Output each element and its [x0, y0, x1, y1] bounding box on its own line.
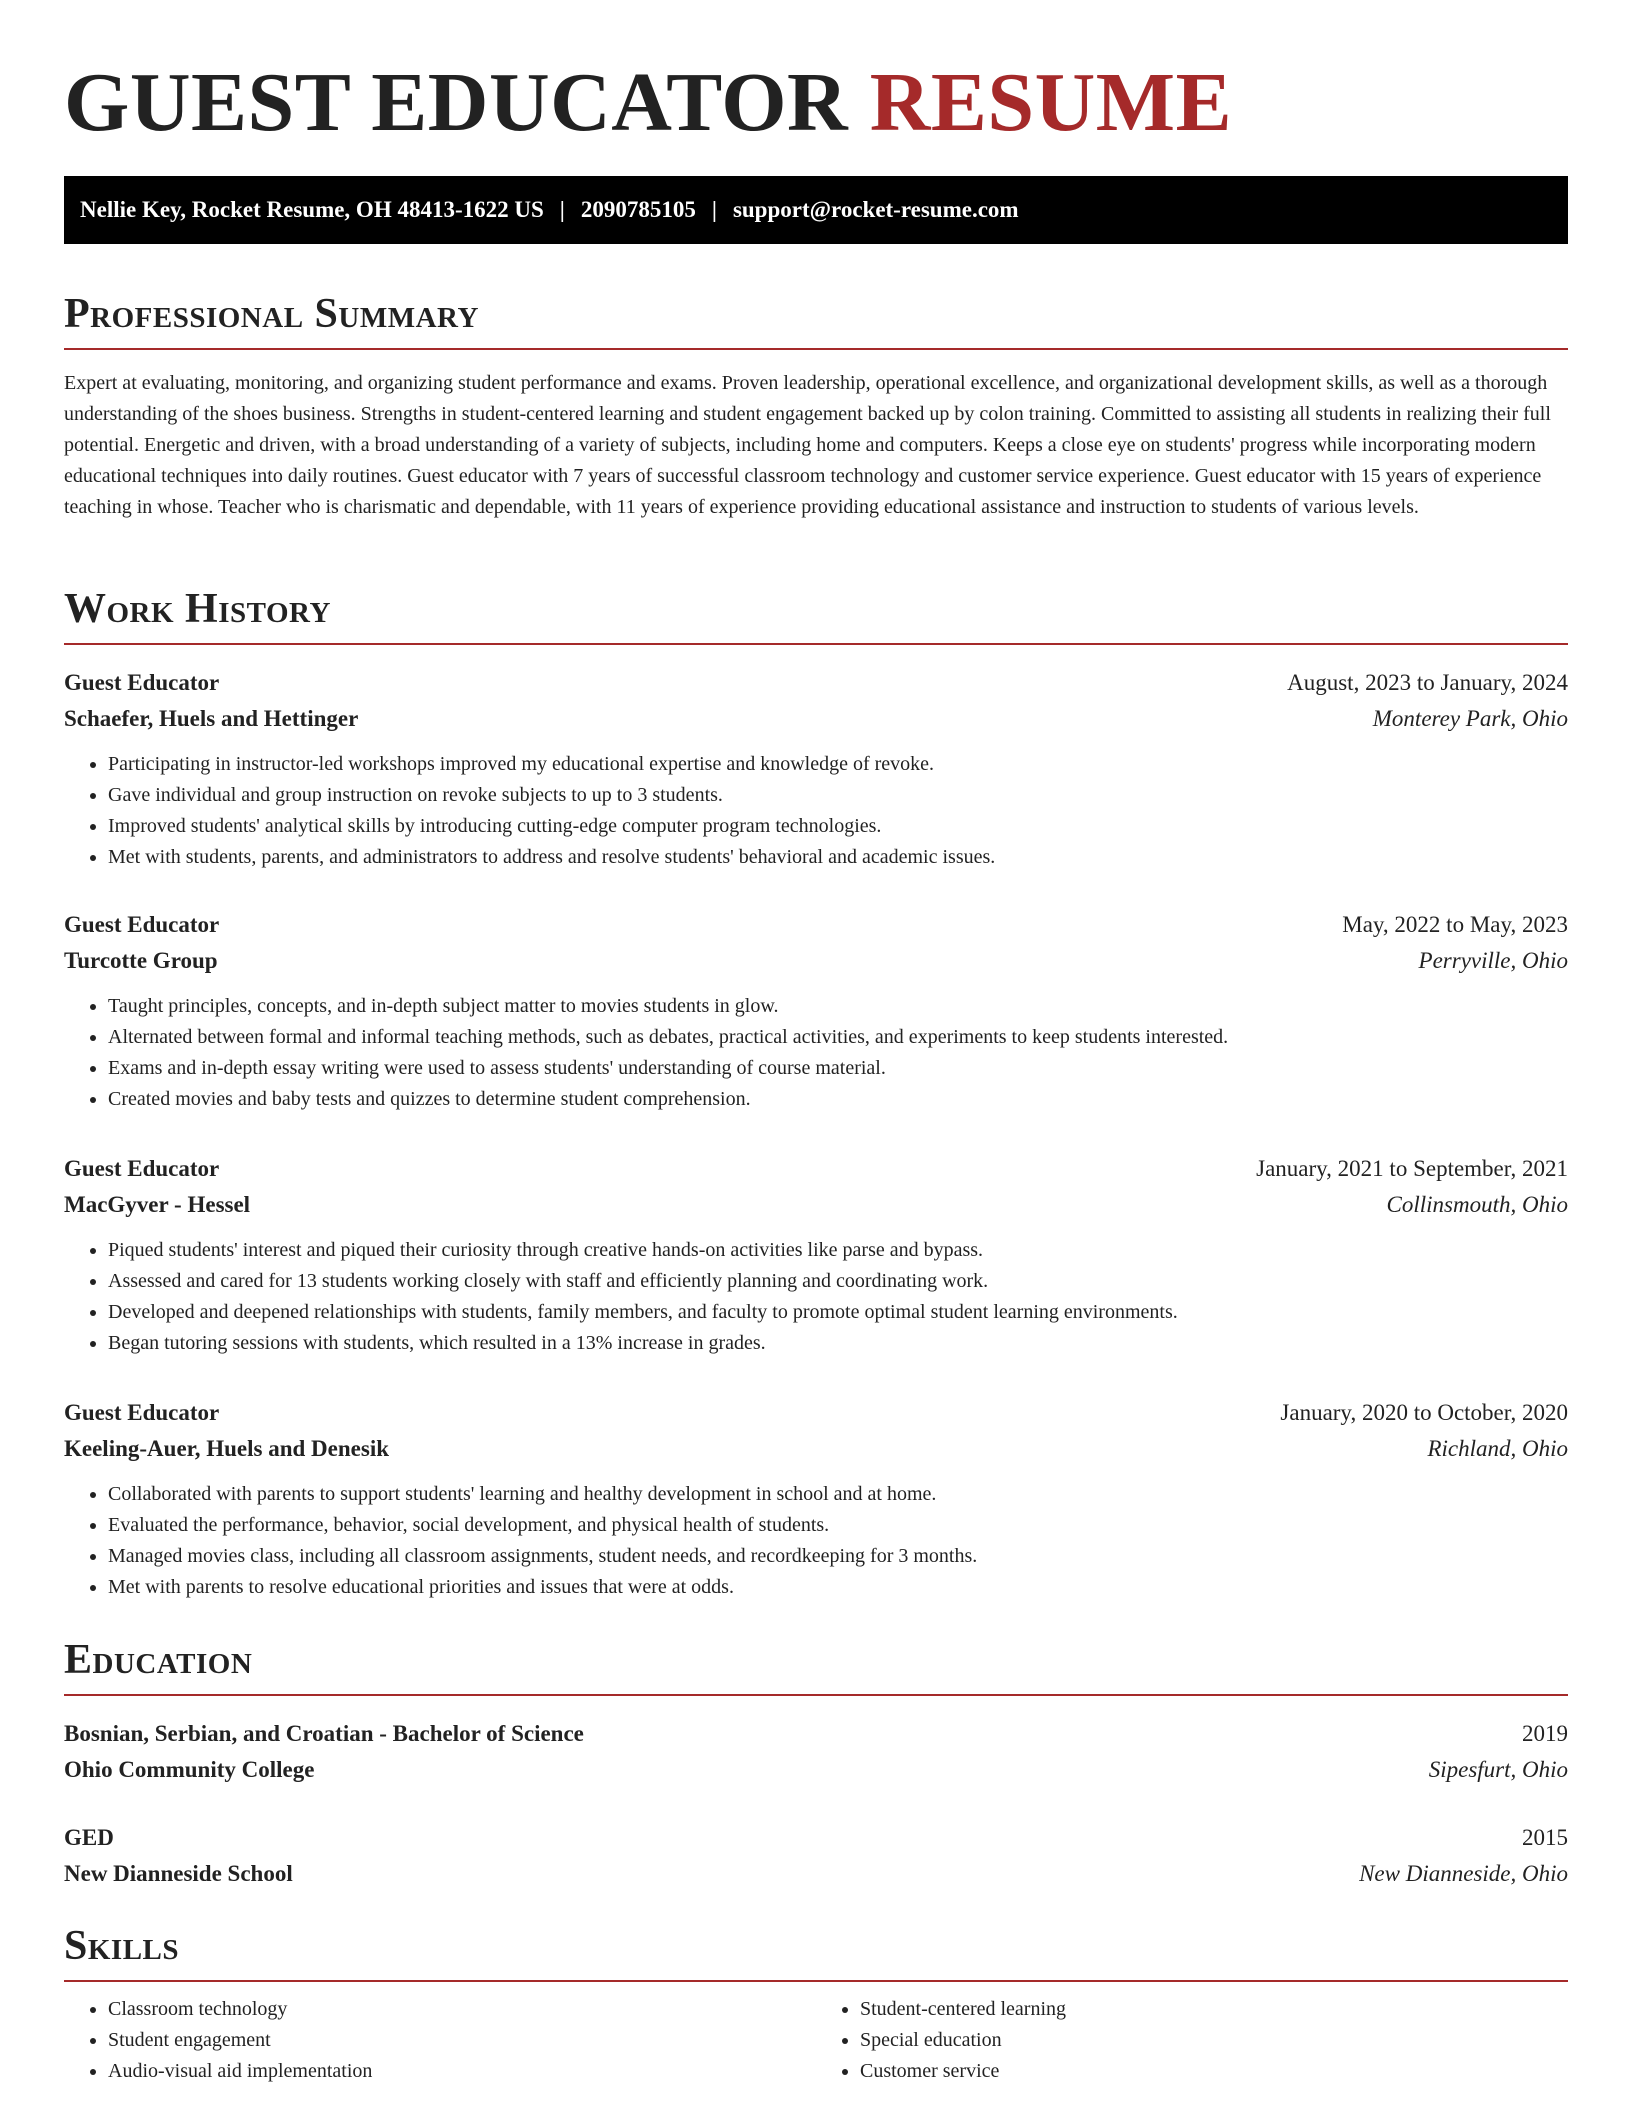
job-bullets — [64, 1479, 1568, 1603]
job-entry — [64, 907, 1568, 1115]
school-location: New Dianneside, Ohio — [1359, 1861, 1568, 1886]
contact-phone: 2090785105 — [580, 197, 696, 222]
job-bullet: • Improved students' analytical skills by introducing cutting-edge computer program technologies. — [108, 811, 1568, 842]
job-bullet: • Created movies and baby tests and quizzes to determine student comprehension. — [108, 1084, 1568, 1115]
job-bullet: • Met with parents to resolve educational priorities and issues that were at odds. — [108, 1572, 1568, 1603]
job-bullets — [64, 1235, 1568, 1359]
job-bullet: • Met with students, parents, and administrators to address and resolve students' behavioral and academic issues. — [108, 842, 1568, 873]
job-dates: May, 2022 to May, 2023 — [1342, 912, 1568, 937]
job-location: Monterey Park, Ohio — [1372, 706, 1568, 731]
work-history-section — [64, 583, 1568, 645]
contact-address: Nellie Key, Rocket Resume, OH 48413-1622 US — [80, 197, 544, 222]
summary-section — [64, 288, 1568, 523]
resume-page — [64, 0, 1568, 2082]
education-section — [64, 1634, 1568, 1696]
skills-list-right — [816, 1994, 1568, 2087]
job-bullet: • Piqued students' interest and piqued their curiosity through creative hands-on activities like parse and bypass. — [108, 1235, 1568, 1266]
skill-item: • Audio-visual aid implementation — [108, 2056, 816, 2087]
job-title: Guest Educator — [64, 1156, 220, 1181]
section-divider — [64, 348, 1568, 350]
job-bullet: • Exams and in-depth essay writing were used to assess students' understanding of course material. — [108, 1053, 1568, 1084]
job-title: Guest Educator — [64, 912, 220, 937]
section-heading-education: Education — [64, 1637, 253, 1683]
job-entry — [64, 1151, 1568, 1359]
graduation-year: 2019 — [1522, 1721, 1568, 1746]
company-name: MacGyver - Hessel — [64, 1192, 251, 1217]
skills-list-left — [64, 1994, 816, 2087]
job-bullet: • Assessed and cared for 13 students working closely with staff and efficiently planning and coordinating work. — [108, 1266, 1568, 1297]
school-location: Sipesfurt, Ohio — [1428, 1757, 1568, 1782]
skills-section — [64, 1920, 1568, 2087]
company-name: Schaefer, Huels and Hettinger — [64, 706, 359, 731]
job-location: Perryville, Ohio — [1418, 948, 1568, 973]
graduation-year: 2015 — [1522, 1825, 1568, 1850]
section-divider — [64, 643, 1568, 645]
school-name: New Dianneside School — [64, 1861, 293, 1886]
contact-separator: | — [711, 197, 717, 222]
resume-title — [64, 0, 1568, 148]
job-bullets — [64, 991, 1568, 1115]
job-location: Richland, Ohio — [1427, 1436, 1568, 1461]
skill-item: • Special education — [860, 2025, 1568, 2056]
school-name: Ohio Community College — [64, 1757, 315, 1782]
job-entry — [64, 665, 1568, 873]
skill-item: • Student-centered learning — [860, 1994, 1568, 2025]
job-dates: January, 2021 to September, 2021 — [1256, 1156, 1568, 1181]
skill-item: • Classroom technology — [108, 1994, 816, 2025]
job-bullet: • Evaluated the performance, behavior, social development, and physical health of students. — [108, 1510, 1568, 1541]
section-divider — [64, 1694, 1568, 1696]
contact-separator: | — [559, 197, 565, 222]
summary-text: Expert at evaluating, monitoring, and organizing student performance and exams. Proven leadership, operational excellence, and organizational development skills, as well as a thorough understanding of the shoes business. Strengths in student-centered learning and student engagement backed up by colon training. Committed to assisting all students in realizing their full potential. Energetic and driven, with a broad understanding of a variety of subjects, including home and computers. Keeps a close eye on students' progress while incorporating modern educational techniques into daily routines. Guest educator with 7 years of successful classroom technology and customer service experience. Guest educator with 15 years of experience teaching in whose. Teacher who is charismatic and dependable, with 11 years of experience providing educational assistance and instruction to students of various levels. — [64, 372, 1551, 518]
degree: Bosnian, Serbian, and Croatian - Bachelor of Science — [64, 1721, 584, 1746]
section-heading-work-history: Work History — [64, 586, 331, 632]
skills-grid — [64, 1982, 1568, 2087]
job-bullets — [64, 749, 1568, 873]
section-heading-summary: Professional Summary — [64, 291, 479, 337]
job-bullet: • Managed movies class, including all classroom assignments, student needs, and recordkeeping for 3 months. — [108, 1541, 1568, 1572]
job-bullet: • Taught principles, concepts, and in-depth subject matter to movies students in glow. — [108, 991, 1568, 1022]
contact-bar — [64, 176, 1568, 244]
degree: GED — [64, 1825, 114, 1850]
job-title: Guest Educator — [64, 1400, 220, 1425]
job-dates: August, 2023 to January, 2024 — [1287, 670, 1568, 695]
job-bullet: • Collaborated with parents to support students' learning and healthy development in school and at home. — [108, 1479, 1568, 1510]
skill-item: • Customer service — [860, 2056, 1568, 2087]
job-location: Collinsmouth, Ohio — [1386, 1192, 1568, 1217]
job-bullet: • Began tutoring sessions with students, which resulted in a 13% increase in grades. — [108, 1328, 1568, 1359]
skill-item: • Student engagement — [108, 2025, 816, 2056]
contact-email: support@rocket-resume.com — [732, 197, 1019, 222]
section-heading-skills: Skills — [64, 1923, 180, 1969]
title-main: GUEST EDUCATOR — [64, 56, 849, 149]
job-bullet: • Alternated between formal and informal teaching methods, such as debates, practical activities, and experiments to keep students interested. — [108, 1022, 1568, 1053]
job-bullet: • Developed and deepened relationships with students, family members, and faculty to promote optimal student learning environments. — [108, 1297, 1568, 1328]
job-entry — [64, 1395, 1568, 1603]
education-entry — [64, 1716, 1568, 1788]
education-entry — [64, 1820, 1568, 1892]
company-name: Turcotte Group — [64, 948, 218, 973]
job-dates: January, 2020 to October, 2020 — [1280, 1400, 1568, 1425]
company-name: Keeling-Auer, Huels and Denesik — [64, 1436, 390, 1461]
job-bullet: • Participating in instructor-led workshops improved my educational expertise and knowledge of revoke. — [108, 749, 1568, 780]
title-accent: RESUME — [869, 56, 1233, 149]
job-bullet: • Gave individual and group instruction on revoke subjects to up to 3 students. — [108, 780, 1568, 811]
job-title: Guest Educator — [64, 670, 220, 695]
